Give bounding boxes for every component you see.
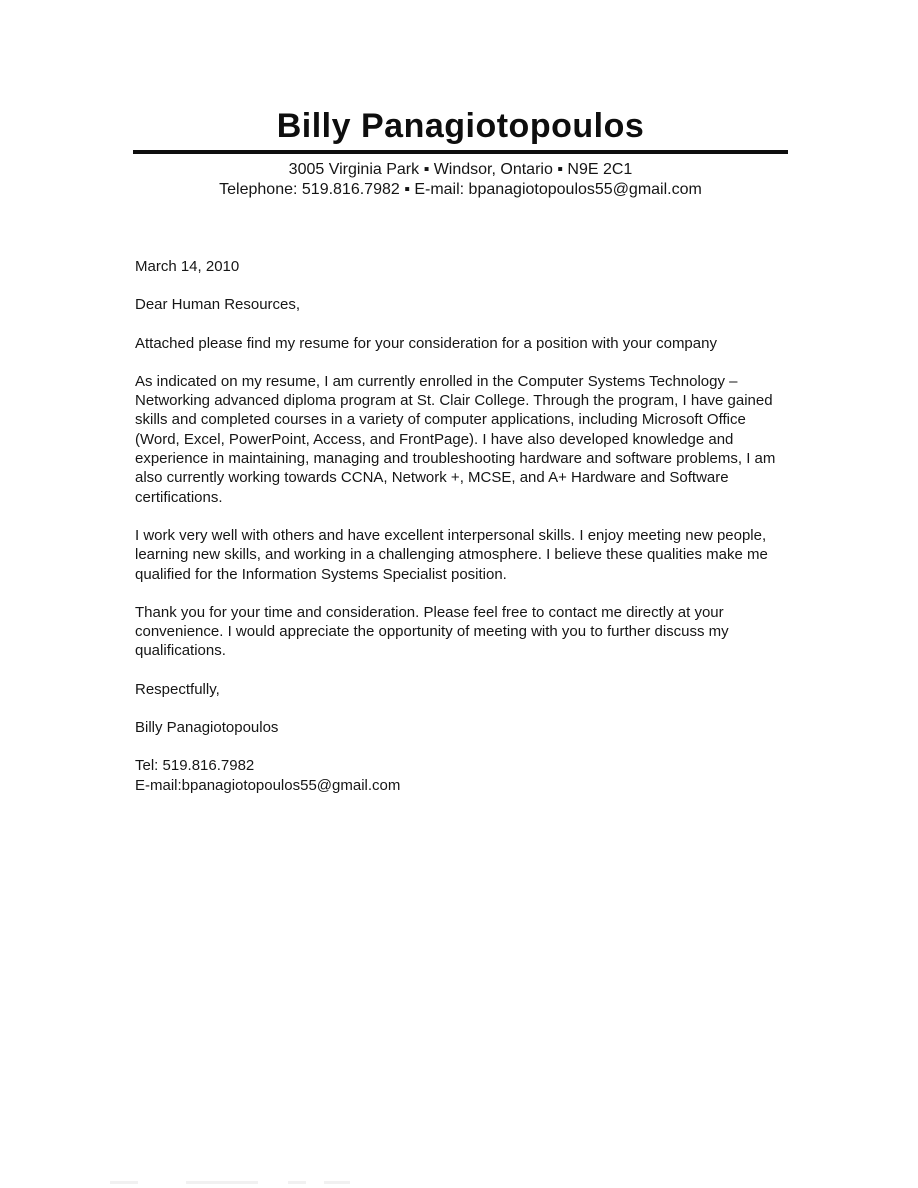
letter-body (135, 257, 787, 814)
signature-email: E-mail:bpanagiotopoulos55@gmail.com (135, 776, 401, 794)
letter-paragraph: Attached please find my resume for your consideration for a position with your company (135, 334, 717, 352)
letterhead-rule (133, 150, 788, 154)
letter-signature: Billy Panagiotopoulos (135, 719, 279, 737)
signature-contact-block (135, 756, 787, 795)
letterhead-name: Billy Panagiotopoulos (276, 107, 645, 145)
letter-paragraph: I work very well with others and have excellent interpersonal skills. I enjoy meeting new people, learning new skills, and working in a challenging atmosphere. I believe these qualities make me qualified for the Information Systems Specialist position. (135, 526, 768, 583)
letter-paragraph: As indicated on my resume, I am currently enrolled in the Computer Systems Technology – Networking advanced diploma program at St. Clair College. Through the program, I have gained skills and completed courses in a variety of computer applications, including Microsoft Office (Word, Excel, PowerPoint, Access, and FrontPage). I have also developed knowledge and experience in maintaining, managing and troubleshooting hardware and software problems, I am also currently working towards CCNA, Network +, MCSE, and A+ Hardware and Software certifications. (135, 372, 776, 506)
letterhead (133, 106, 788, 199)
scan-artifact (60, 1181, 360, 1185)
signature-telephone: Tel: 519.816.7982 (135, 757, 255, 775)
letterhead-contact: Telephone: 519.816.7982 ▪ E-mail: bpanagiotopoulos55@gmail.com (219, 180, 702, 198)
letter-closing: Respectfully, (135, 680, 220, 698)
letter-salutation: Dear Human Resources, (135, 296, 301, 314)
letter-paragraph: Thank you for your time and consideration. Please feel free to contact me directly at your convenience. I would appreciate the opportunity of meeting with you to further discuss my qualifications. (135, 603, 729, 660)
letterhead-address: 3005 Virginia Park ▪ Windsor, Ontario ▪ N9E 2C1 (288, 161, 633, 178)
letter-date: March 14, 2010 (135, 258, 240, 275)
